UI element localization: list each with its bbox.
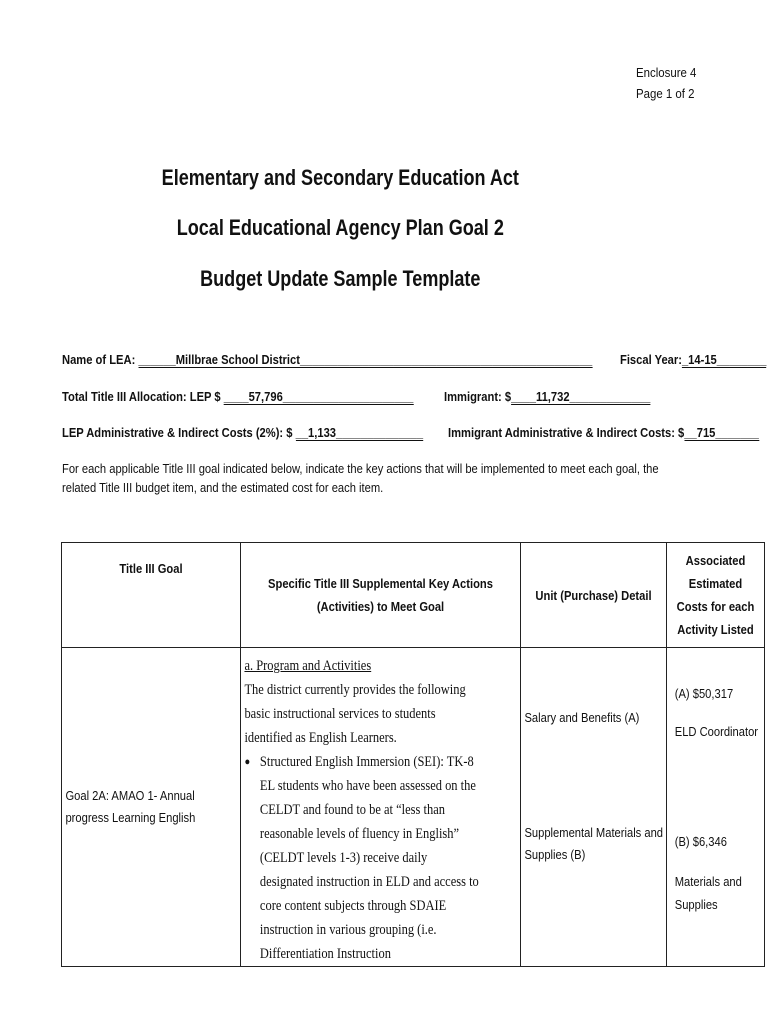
page-number: Page 1 of 2 (636, 86, 695, 101)
title-line-2: Local Educational Agency Plan Goal 2 (176, 215, 504, 240)
fiscal-year-field (620, 352, 767, 368)
actions-cell (241, 648, 521, 967)
actions-heading: a. Program and Activities (244, 658, 372, 674)
lea-name-value: ______Millbrae School District_______________________________________________ (138, 352, 593, 367)
fiscal-year-label: Fiscal Year: (620, 352, 682, 367)
header-costs: Associated Estimated Costs for each Activity Listed (676, 553, 755, 637)
actions-content (241, 648, 481, 966)
table-row (62, 648, 765, 967)
allocation-value: ____57,796_____________________ (223, 389, 414, 404)
header-detail: Unit (Purchase) Detail (535, 587, 652, 603)
enclosure-label: Enclosure 4 (636, 65, 697, 80)
header-detail-cell (521, 543, 667, 648)
allocation-field (62, 389, 413, 405)
detail-a: Salary and Benefits (A) (524, 710, 640, 725)
fiscal-year-value: _14-15________ (681, 352, 767, 367)
immigrant-admin-value: __715_______ (684, 425, 759, 440)
header-goal-cell (62, 543, 241, 648)
bullet-icon: ● (244, 756, 251, 768)
lea-name-label: Name of LEA: (62, 352, 139, 367)
detail-cell (521, 648, 667, 967)
lep-admin-label: LEP Administrative & Indirect Costs (2%): $ (62, 425, 296, 440)
goal-budget-table (61, 542, 765, 967)
table-header-row (62, 543, 765, 648)
immigrant-admin-field (448, 425, 759, 441)
header-goal: Title III Goal (119, 561, 183, 576)
lep-admin-field (62, 425, 423, 441)
instructions-paragraph: For each applicable Title III goal indicated below, indicate the key actions that will be implemented to meet each goal, the related Title III budget item, and the estimated cost for each item. (62, 461, 659, 495)
page-header (636, 62, 696, 104)
immigrant-admin-label: Immigrant Administrative & Indirect Costs: $ (448, 425, 685, 440)
actions-bullet-text: Structured English Immersion (SEI): TK-8 EL students who have been assessed on the CELDT and found to be at “less than reasonable levels of fluency in English” (CELDT levels 1-3) receive daily designated instruction in ELD and access to core content subjects through SDAIE instruction in various grouping (i.e. Differentiation Instruction (259, 754, 479, 962)
allocation-label: Total Title III Allocation: LEP $ (62, 389, 224, 404)
costs-cell (667, 648, 765, 967)
title-line-1: Elementary and Secondary Education Act (161, 165, 519, 190)
cost-b: (B) $6,346 (674, 834, 727, 849)
actions-text: The district currently provides the following basic instructional services to students identified as English Learners. (244, 682, 466, 746)
immigrant-label: Immigrant: $ (444, 389, 512, 404)
immigrant-value: ____11,732_____________ (511, 389, 651, 404)
header-costs-cell (667, 543, 765, 648)
detail-b: Supplemental Materials and Supplies (B) (524, 825, 664, 862)
header-actions-cell (241, 543, 521, 648)
immigrant-field (444, 389, 650, 405)
header-actions: Specific Title III Supplemental Key Actions (Activities) to Meet Goal (268, 576, 493, 614)
lep-admin-value: __1,133______________ (295, 425, 424, 440)
goal-text: Goal 2A: AMAO 1- Annual progress Learning English (65, 788, 196, 825)
cost-b-note: Materials and Supplies (674, 874, 742, 912)
title-line-3: Budget Update Sample Template (200, 266, 481, 291)
cost-a-note: ELD Coordinator (674, 724, 759, 739)
actions-bullet-item (244, 750, 481, 966)
cost-a: (A) $50,317 (674, 686, 734, 701)
lea-name-field (62, 352, 592, 368)
goal-cell (62, 648, 241, 967)
